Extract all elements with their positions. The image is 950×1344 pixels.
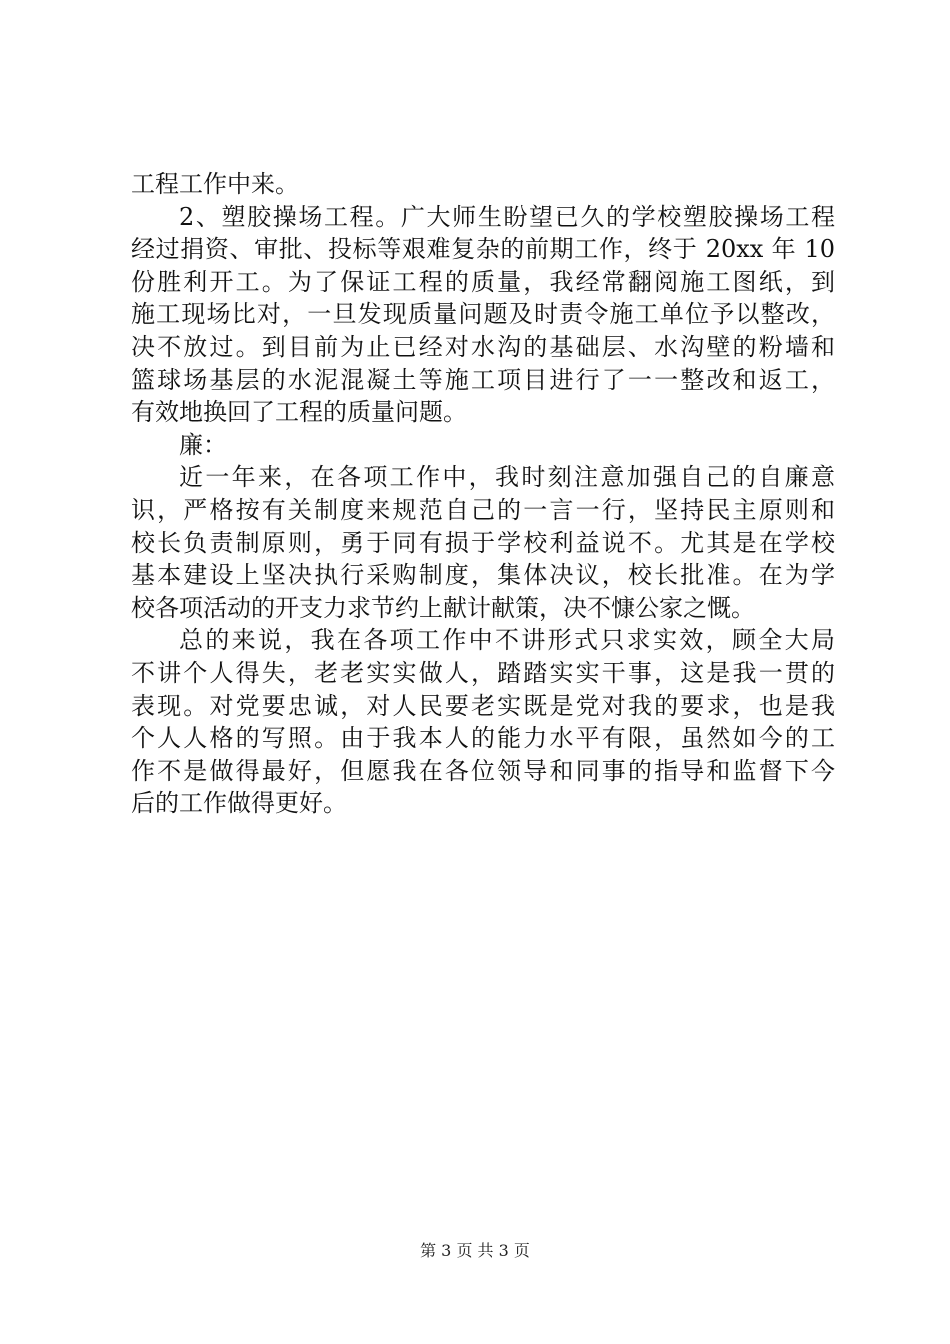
text-line: 个人人格的写照。由于我本人的能力水平有限，虽然如今的工: [131, 724, 835, 753]
paragraph-first-line: 2、塑胶操场工程。广大师生盼望已久的学校塑胶操场工程: [179, 202, 835, 231]
text-line: 工程工作中来。: [131, 170, 299, 198]
text-line: 决不放过。到目前为止已经对水沟的基础层、水沟壁的粉墙和: [131, 332, 835, 361]
text-line: 不讲个人得失，老老实实做人，踏踏实实干事，这是我一贯的: [131, 658, 835, 687]
text-line: 作不是做得最好，但愿我在各位领导和同事的指导和监督下今: [131, 756, 835, 785]
paragraph-first-line: 总的来说，我在各项工作中不讲形式只求实效，顾全大局: [179, 626, 835, 655]
document-body: [131, 168, 835, 820]
text-line: 经过捐资、审批、投标等艰难复杂的前期工作，终于 20xx 年 10: [131, 235, 835, 264]
text-line: 表现。对党要忠诚，对人民要老实既是党对我的要求，也是我: [131, 691, 835, 720]
text-line: 基本建设上坚决执行采购制度，集体决议，校长批准。在为学: [131, 561, 835, 590]
text-line: 校各项活动的开支力求节约上献计献策，决不慷公家之慨。: [131, 593, 755, 622]
text-line: 篮球场基层的水泥混凝土等施工项目进行了一一整改和返工，: [131, 365, 835, 394]
text-line: 施工现场比对，一旦发现质量问题及时责令施工单位予以整改，: [131, 300, 835, 329]
text-line: 有效地换回了工程的质量问题。: [131, 398, 467, 427]
text-line: 识，严格按有关制度来规范自己的一言一行，坚持民主原则和: [131, 495, 835, 524]
section-heading: 廉：: [179, 430, 227, 459]
paragraph-first-line: 近一年来，在各项工作中，我时刻注意加强自己的自廉意: [179, 463, 835, 492]
page-footer: 第 3 页 共 3 页: [420, 1241, 530, 1260]
text-line: 校长负责制原则，勇于同有损于学校利益说不。尤其是在学校: [131, 528, 835, 557]
text-line: 后的工作做得更好。: [131, 789, 347, 818]
text-line: 份胜利开工。为了保证工程的质量，我经常翻阅施工图纸，到: [131, 267, 835, 296]
